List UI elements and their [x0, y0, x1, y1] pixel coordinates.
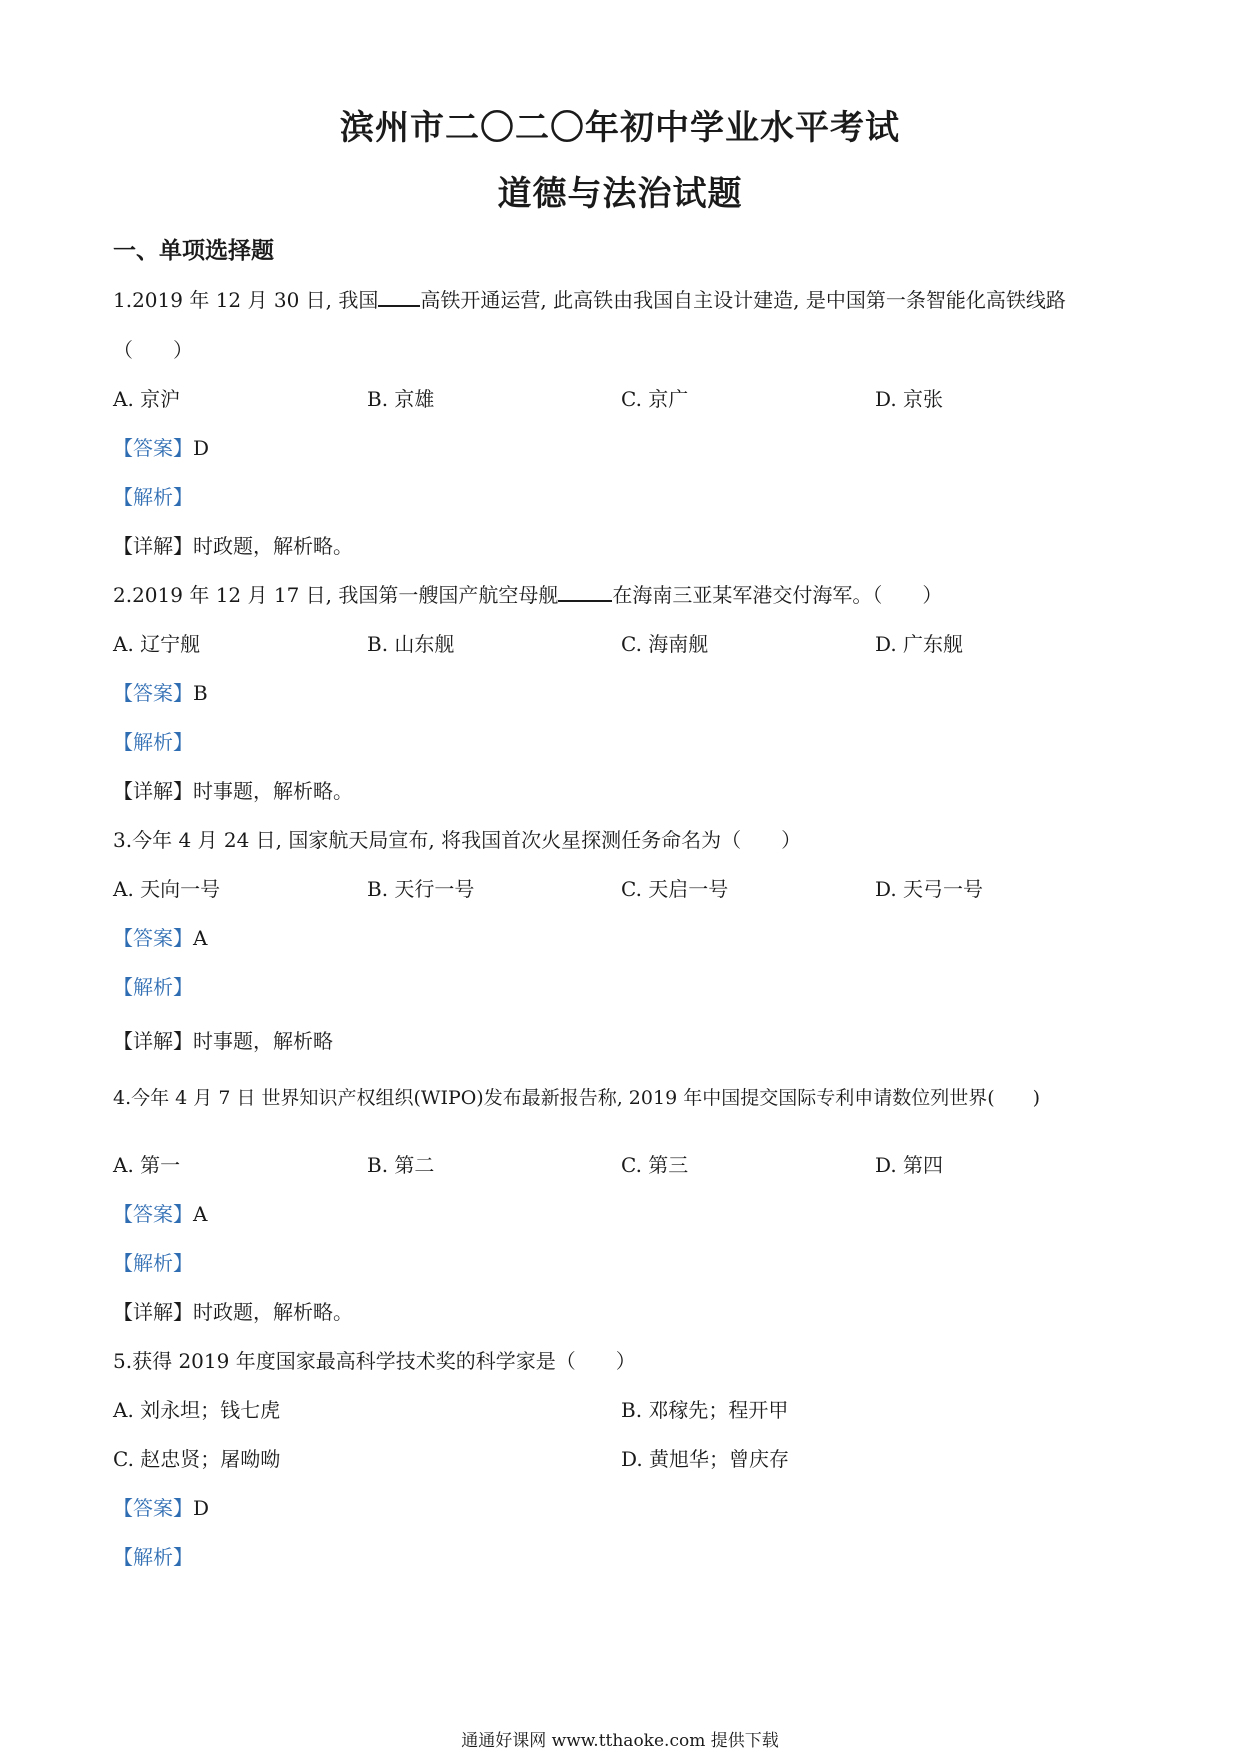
q2-option-d: D. 广东舰 [875, 632, 964, 656]
page-title: 滨州市二〇二〇年初中学业水平考试 [340, 108, 900, 148]
q2-answer: 【答案】B [113, 681, 208, 705]
question-1-text-after: 高铁开通运营, 此高铁由我国自主设计建造, 是中国第一条智能化高铁线路 [420, 288, 1066, 312]
question-1-text-before: 1.2019 年 12 月 30 日, 我国 [113, 288, 379, 312]
q4-option-c: C. 第三 [621, 1153, 689, 1177]
q4-option-b: B. 第二 [367, 1153, 435, 1177]
fill-blank [378, 287, 420, 307]
q1-option-b: B. 京雄 [367, 387, 435, 411]
question-1-paren: （ ） [113, 338, 193, 362]
q5-option-c: C. 赵忠贤；屠呦呦 [113, 1447, 281, 1471]
q1-option-a: A. 京沪 [113, 387, 181, 411]
question-5: 5.获得 2019 年度国家最高科学技术奖的科学家是（ ） [113, 1349, 636, 1373]
fill-blank [558, 582, 612, 602]
q2-option-c: C. 海南舰 [621, 632, 709, 656]
question-4: 4.今年 4 月 7 日 世界知识产权组织(WIPO)发布最新报告称, 2019 年中国提交国际专利申请数位列世界( ) [113, 1087, 1041, 1109]
q4-analysis: 【解析】 [113, 1251, 193, 1275]
q5-answer: 【答案】D [113, 1496, 210, 1520]
q4-answer: 【答案】A [113, 1202, 208, 1226]
question-2 [113, 579, 942, 608]
q3-option-b: B. 天行一号 [367, 877, 475, 901]
q1-analysis: 【解析】 [113, 485, 193, 509]
q2-option-b: B. 山东舰 [367, 632, 455, 656]
page-subtitle: 道德与法治试题 [497, 174, 743, 214]
q2-analysis: 【解析】 [113, 730, 193, 754]
q3-option-a: A. 天向一号 [113, 877, 221, 901]
q5-option-d: D. 黄旭华；曾庆存 [621, 1447, 790, 1471]
section-heading: 一、单项选择题 [113, 238, 274, 264]
question-1 [113, 284, 1066, 313]
q5-analysis: 【解析】 [113, 1545, 193, 1569]
q4-option-d: D. 第四 [875, 1153, 944, 1177]
q3-answer: 【答案】A [113, 926, 208, 950]
question-2-text-before: 2.2019 年 12 月 17 日, 我国第一艘国产航空母舰 [113, 583, 559, 607]
page-footer: 通通好课网 www.tthaoke.com 提供下载 [461, 1731, 779, 1751]
q4-detail: 【详解】时政题，解析略。 [113, 1300, 353, 1324]
q3-analysis: 【解析】 [113, 975, 193, 999]
q2-option-a: A. 辽宁舰 [113, 632, 201, 656]
q2-detail: 【详解】时事题，解析略。 [113, 779, 353, 803]
q1-option-d: D. 京张 [875, 387, 944, 411]
q1-answer: 【答案】D [113, 436, 210, 460]
q3-detail: 【详解】时事题，解析略 [113, 1029, 333, 1053]
q1-option-c: C. 京广 [621, 387, 689, 411]
question-2-text-after: 在海南三亚某军港交付海军。（ ） [612, 583, 943, 607]
q3-option-d: D. 天弓一号 [875, 877, 984, 901]
q5-option-b: B. 邓稼先；程开甲 [621, 1398, 789, 1422]
q1-detail: 【详解】时政题，解析略。 [113, 534, 353, 558]
q5-option-a: A. 刘永坦；钱七虎 [113, 1398, 281, 1422]
q3-option-c: C. 天启一号 [621, 877, 729, 901]
question-3: 3.今年 4 月 24 日, 国家航天局宣布, 将我国首次火星探测任务命名为（ ） [113, 828, 802, 852]
q4-option-a: A. 第一 [113, 1153, 181, 1177]
